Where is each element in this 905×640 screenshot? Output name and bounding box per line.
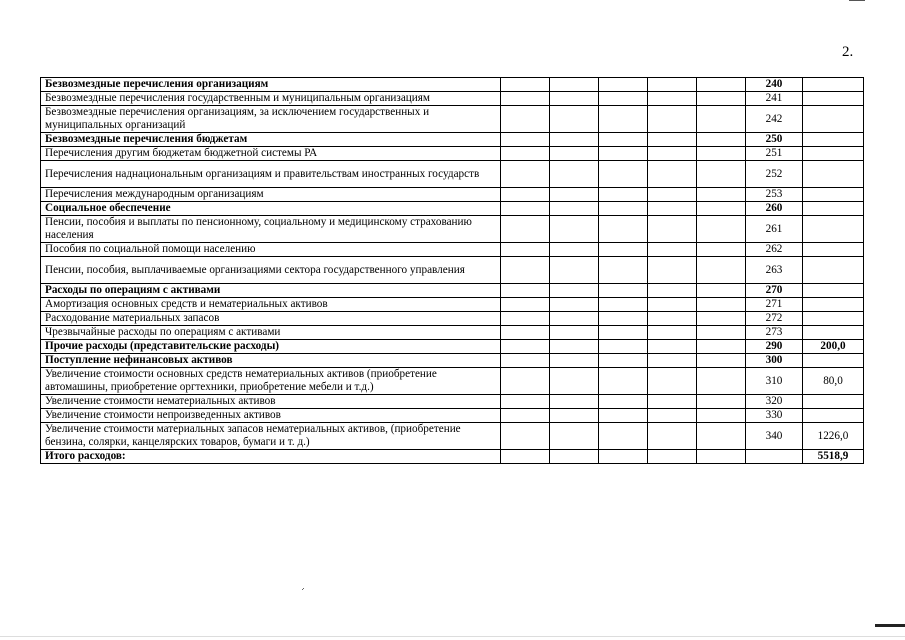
empty-cell [599, 354, 648, 368]
empty-cell [697, 257, 746, 284]
empty-cell [599, 395, 648, 409]
table-row [41, 257, 864, 284]
row-amount: 1226,0 [803, 423, 864, 450]
row-name: Амортизация основных средств и нематериальных активов [41, 298, 501, 312]
row-name: Увеличение стоимости нематериальных активов [41, 395, 501, 409]
table-row [41, 284, 864, 298]
empty-cell [550, 216, 599, 243]
empty-cell [599, 450, 648, 464]
row-amount [803, 409, 864, 423]
row-name: Увеличение стоимости материальных запасов нематериальных активов, (приобретение бензина, солярки, канцелярских товаров, бумаги и т. д.) [41, 423, 501, 450]
table-row [41, 395, 864, 409]
row-code: 250 [746, 133, 803, 147]
row-name: Пособия по социальной помощи населению [41, 243, 501, 257]
empty-cell [501, 354, 550, 368]
table-row [41, 423, 864, 450]
empty-cell [648, 216, 697, 243]
empty-cell [550, 450, 599, 464]
empty-cell [648, 409, 697, 423]
empty-cell [697, 147, 746, 161]
empty-cell [697, 202, 746, 216]
table-row [41, 106, 864, 133]
empty-cell [501, 284, 550, 298]
empty-cell [501, 450, 550, 464]
row-code: 330 [746, 409, 803, 423]
row-amount [803, 257, 864, 284]
row-amount [803, 284, 864, 298]
empty-cell [599, 133, 648, 147]
empty-cell [648, 257, 697, 284]
row-name: Чрезвычайные расходы по операциям с активами [41, 326, 501, 340]
row-amount [803, 395, 864, 409]
empty-cell [550, 92, 599, 106]
row-code: 241 [746, 92, 803, 106]
table-row [41, 409, 864, 423]
row-amount [803, 243, 864, 257]
table-row [41, 450, 864, 464]
empty-cell [501, 78, 550, 92]
empty-cell [501, 147, 550, 161]
row-code: 261 [746, 216, 803, 243]
table-row [41, 326, 864, 340]
empty-cell [599, 298, 648, 312]
row-code: 320 [746, 395, 803, 409]
empty-cell [697, 284, 746, 298]
empty-cell [501, 161, 550, 188]
row-code: 240 [746, 78, 803, 92]
table-row [41, 133, 864, 147]
empty-cell [550, 312, 599, 326]
empty-cell [599, 257, 648, 284]
table-row [41, 340, 864, 354]
row-amount [803, 161, 864, 188]
empty-cell [648, 243, 697, 257]
row-name: Увеличение стоимости основных средств нематериальных активов (приобретение автомашины, приобретение оргтехники, приобретение мебели и т.д.) [41, 368, 501, 395]
empty-cell [501, 243, 550, 257]
row-amount [803, 92, 864, 106]
row-code: 340 [746, 423, 803, 450]
row-code: 253 [746, 188, 803, 202]
empty-cell [501, 340, 550, 354]
empty-cell [599, 92, 648, 106]
empty-cell [648, 161, 697, 188]
row-code [746, 450, 803, 464]
row-amount [803, 133, 864, 147]
empty-cell [550, 133, 599, 147]
empty-cell [697, 368, 746, 395]
empty-cell [550, 257, 599, 284]
empty-cell [501, 395, 550, 409]
empty-cell [697, 92, 746, 106]
row-code: 263 [746, 257, 803, 284]
empty-cell [697, 312, 746, 326]
empty-cell [648, 78, 697, 92]
empty-cell [648, 284, 697, 298]
row-name: Перечисления другим бюджетам бюджетной системы РА [41, 147, 501, 161]
scan-speck [302, 589, 303, 590]
empty-cell [648, 133, 697, 147]
row-amount: 5518,9 [803, 450, 864, 464]
row-name: Перечисления международным организациям [41, 188, 501, 202]
table-row [41, 312, 864, 326]
empty-cell [599, 147, 648, 161]
row-amount [803, 312, 864, 326]
table-row [41, 354, 864, 368]
empty-cell [697, 326, 746, 340]
row-amount [803, 216, 864, 243]
empty-cell [599, 284, 648, 298]
empty-cell [599, 423, 648, 450]
empty-cell [648, 340, 697, 354]
empty-cell [550, 340, 599, 354]
empty-cell [550, 354, 599, 368]
empty-cell [697, 298, 746, 312]
empty-cell [550, 368, 599, 395]
row-name: Безвозмездные перечисления государственным и муниципальным организациям [41, 92, 501, 106]
empty-cell [599, 409, 648, 423]
row-amount: 80,0 [803, 368, 864, 395]
empty-cell [697, 78, 746, 92]
empty-cell [648, 450, 697, 464]
row-code: 272 [746, 312, 803, 326]
row-name: Увеличение стоимости непроизведенных активов [41, 409, 501, 423]
empty-cell [599, 106, 648, 133]
row-name: Итого расходов: [41, 450, 501, 464]
empty-cell [599, 188, 648, 202]
empty-cell [599, 216, 648, 243]
empty-cell [697, 395, 746, 409]
table-row [41, 161, 864, 188]
row-name: Пенсии, пособия, выплачиваемые организациями сектора государственного управления [41, 257, 501, 284]
empty-cell [648, 423, 697, 450]
row-name: Безвозмездные перечисления организациям [41, 78, 501, 92]
empty-cell [648, 92, 697, 106]
empty-cell [697, 216, 746, 243]
empty-cell [648, 368, 697, 395]
table-row [41, 298, 864, 312]
row-code: 300 [746, 354, 803, 368]
empty-cell [501, 257, 550, 284]
empty-cell [501, 368, 550, 395]
empty-cell [550, 147, 599, 161]
row-amount: 200,0 [803, 340, 864, 354]
row-amount [803, 106, 864, 133]
empty-cell [550, 243, 599, 257]
empty-cell [599, 161, 648, 188]
row-code: 260 [746, 202, 803, 216]
row-name: Безвозмездные перечисления организациям, за исключением государственных и муниципальных организаций [41, 106, 501, 133]
empty-cell [550, 395, 599, 409]
empty-cell [599, 326, 648, 340]
row-code: 273 [746, 326, 803, 340]
empty-cell [648, 312, 697, 326]
table-row [41, 92, 864, 106]
table-row [41, 368, 864, 395]
row-code: 270 [746, 284, 803, 298]
empty-cell [501, 106, 550, 133]
table-row [41, 243, 864, 257]
row-code: 290 [746, 340, 803, 354]
empty-cell [501, 216, 550, 243]
row-name: Расходование материальных запасов [41, 312, 501, 326]
empty-cell [648, 147, 697, 161]
table-row [41, 147, 864, 161]
row-amount [803, 78, 864, 92]
scan-speck [303, 588, 304, 589]
row-amount [803, 147, 864, 161]
empty-cell [599, 243, 648, 257]
empty-cell [697, 354, 746, 368]
empty-cell [697, 340, 746, 354]
empty-cell [599, 340, 648, 354]
empty-cell [697, 161, 746, 188]
row-amount [803, 354, 864, 368]
row-amount [803, 326, 864, 340]
empty-cell [550, 409, 599, 423]
row-name: Пенсии, пособия и выплаты по пенсионному, социальному и медицинскому страхованию населения [41, 216, 501, 243]
row-amount [803, 188, 864, 202]
empty-cell [550, 202, 599, 216]
empty-cell [648, 395, 697, 409]
empty-cell [501, 298, 550, 312]
table-row [41, 216, 864, 243]
empty-cell [648, 298, 697, 312]
empty-cell [550, 106, 599, 133]
empty-cell [501, 423, 550, 450]
row-name: Поступление нефинансовых активов [41, 354, 501, 368]
row-code: 310 [746, 368, 803, 395]
empty-cell [697, 243, 746, 257]
empty-cell [648, 188, 697, 202]
empty-cell [550, 326, 599, 340]
empty-cell [697, 409, 746, 423]
empty-cell [550, 423, 599, 450]
row-code: 252 [746, 161, 803, 188]
empty-cell [599, 78, 648, 92]
table-row [41, 78, 864, 92]
row-code: 262 [746, 243, 803, 257]
empty-cell [550, 284, 599, 298]
empty-cell [501, 188, 550, 202]
expense-table [40, 77, 864, 464]
empty-cell [648, 202, 697, 216]
empty-cell [697, 133, 746, 147]
scan-mark-top [849, 0, 865, 1]
row-code: 242 [746, 106, 803, 133]
empty-cell [550, 161, 599, 188]
scan-mark-bottom [875, 624, 905, 627]
row-code: 271 [746, 298, 803, 312]
empty-cell [501, 92, 550, 106]
empty-cell [648, 326, 697, 340]
row-name: Перечисления наднациональным организациям и правительствам иностранных государств [41, 161, 501, 188]
empty-cell [648, 354, 697, 368]
empty-cell [501, 202, 550, 216]
empty-cell [501, 312, 550, 326]
row-name: Социальное обеспечение [41, 202, 501, 216]
empty-cell [599, 368, 648, 395]
empty-cell [550, 188, 599, 202]
empty-cell [648, 106, 697, 133]
table-row [41, 202, 864, 216]
empty-cell [697, 188, 746, 202]
empty-cell [697, 423, 746, 450]
row-name: Прочие расходы (представительские расходы) [41, 340, 501, 354]
scan-edge [0, 636, 905, 637]
row-amount [803, 298, 864, 312]
empty-cell [697, 106, 746, 133]
empty-cell [550, 78, 599, 92]
row-code: 251 [746, 147, 803, 161]
empty-cell [501, 133, 550, 147]
empty-cell [599, 312, 648, 326]
empty-cell [501, 326, 550, 340]
empty-cell [550, 298, 599, 312]
table-row [41, 188, 864, 202]
row-name: Расходы по операциям с активами [41, 284, 501, 298]
empty-cell [697, 450, 746, 464]
empty-cell [501, 409, 550, 423]
row-amount [803, 202, 864, 216]
empty-cell [599, 202, 648, 216]
page-number: 2. [842, 44, 854, 60]
row-name: Безвозмездные перечисления бюджетам [41, 133, 501, 147]
